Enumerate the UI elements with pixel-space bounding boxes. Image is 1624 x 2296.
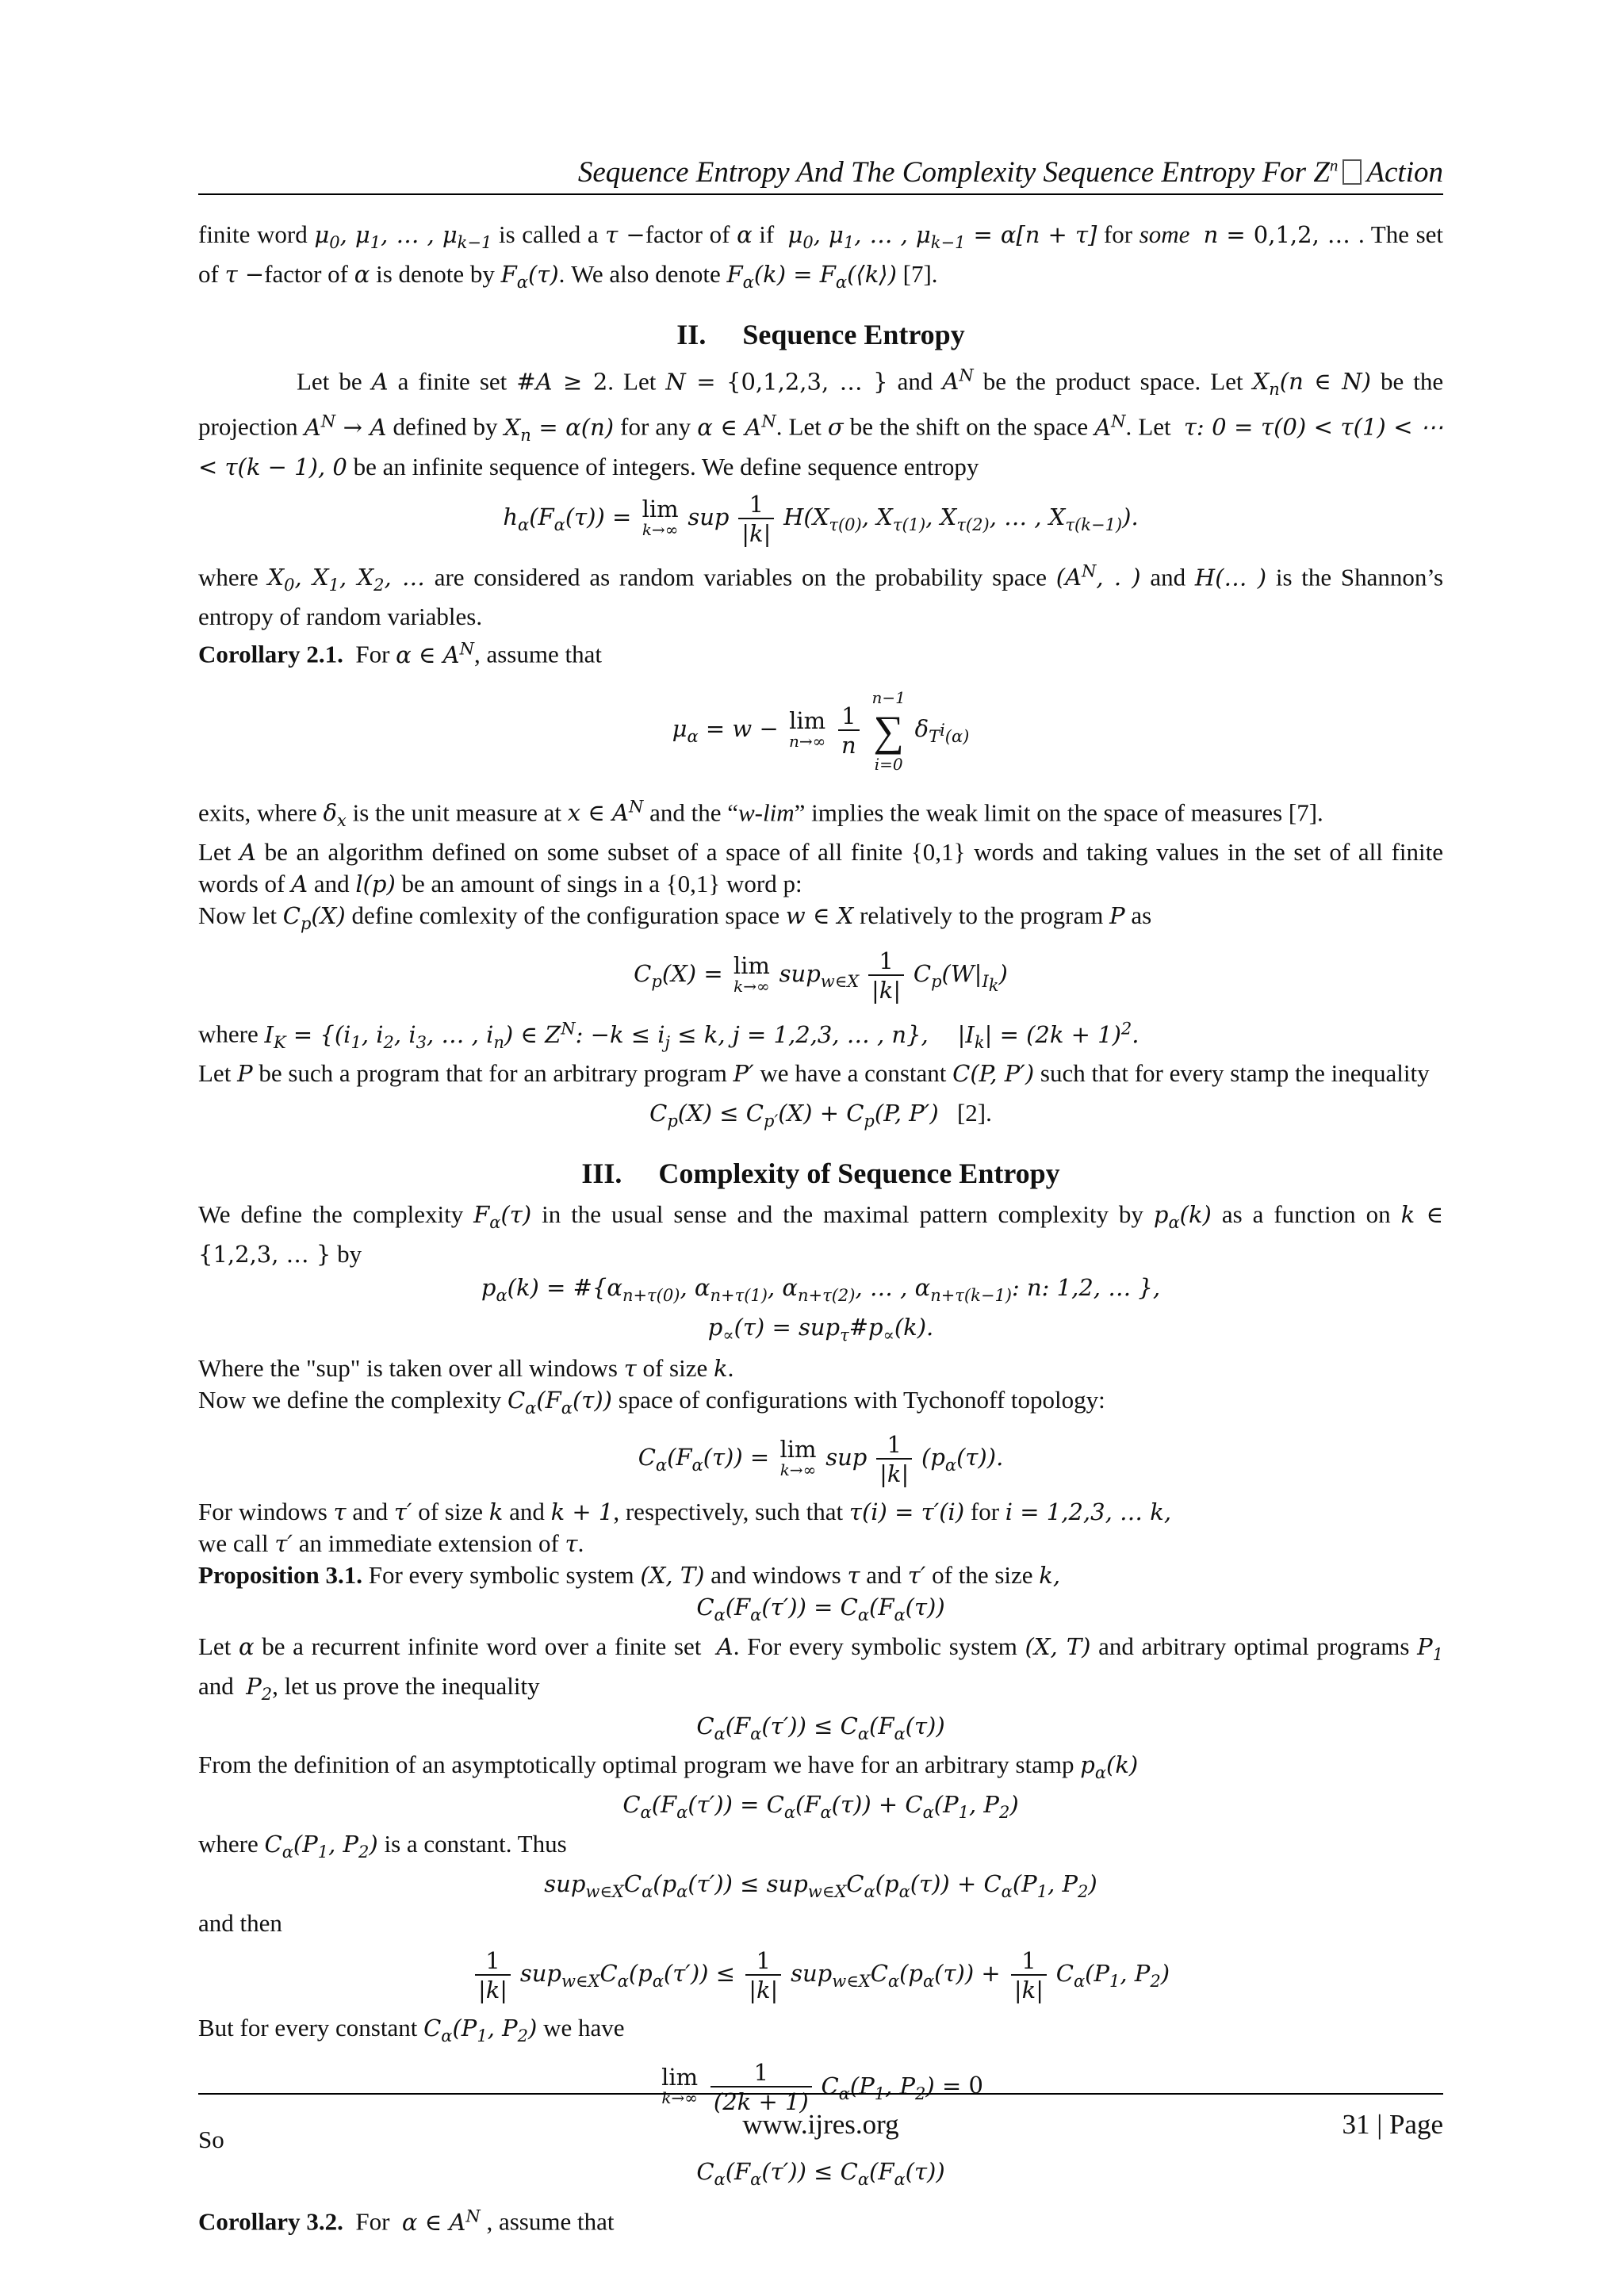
but-paragraph: But for every constant $C_\alpha(P_1$, $P_2$) we have: [198, 2013, 625, 2045]
intro-paragraph: finite word $\mu_0$, $\mu_1$, … , $\mu_{k-1}$ is called a τ −factor of α if $\mu_0$, $\mu_1$, … , $\mu_{k-1} = \alpha[n + \tau]$ for some n = 0,1,2, … . The set of τ −factor of α is denote by $F_\alpha(\tau)$. We also denote $F_\alpha(k)$ = $F_\alpha(⟨k⟩)$ [7].: [198, 220, 1444, 292]
complexity-definition-paragraph: Now let $C_p(X)$ define comlexity of the configuration space w ∈ X relatively to the program P as: [198, 901, 1152, 933]
equation-constant-sum: $C_\alpha(F_\alpha(\tau')) = C_\alpha(F_\alpha(\tau)) + C_\alpha(P_1$, $P_2$): [622, 1791, 1019, 1823]
running-title: Sequence Entropy And The Complexity Sequence Entropy For $Z^n$ Action: [577, 155, 1443, 189]
section-2-heading: II. Sequence Entropy: [676, 318, 965, 350]
sup-note: Where the "sup" is taken over all windows τ of size k.: [198, 1353, 734, 1382]
corollary-3-2: Corollary 3.2. For α ∈ $A^N$ , assume that: [198, 2206, 615, 2236]
where-ik-paragraph: where $I_K = \{(i_1$, $i_2$, $i_3$, … , $i_n$) ∈ $Z^N$: $-k \le i_j \le k$, j = 1,2,3, … , n}, $|I_k| = (2k + 1)^2$.: [198, 1018, 1139, 1052]
exits-paragraph: exits, where $\delta_x$ is the unit measure at x ∈ $A^N$ and the “w-lim” implies the weak limit on the space of measures [7].: [198, 797, 1323, 831]
proposition-3-1: Proposition 3.1. For every symbolic system (X, T) and windows τ and τ′ of the size k,: [198, 1561, 1061, 1590]
so: So: [198, 2126, 224, 2154]
paper-page: [198, 0, 1443, 2296]
program-paragraph: Let P be such a program that for an arbitrary program P′ we have a constant C(P, P′) such that for every stamp the inequality: [198, 1059, 1430, 1088]
equation-prop-equality: $C_\alpha(F_\alpha(\tau')) = C_\alpha(F_\alpha(\tau))$: [696, 1594, 945, 1625]
and-then: and then: [198, 1908, 282, 1937]
equation-maximal-pattern: $p_\propto(\tau)$ = $sup_\tau\#p_\propto(k)$.: [707, 1313, 934, 1345]
equation-conclusion: $C_\alpha(F_\alpha(\tau')) \le C_\alpha(F_\alpha(\tau))$: [696, 2158, 945, 2190]
header-rule: [198, 193, 1443, 195]
immediate-extension: we call τ′ an immediate extension of τ.: [198, 1529, 584, 1558]
windows-paragraph: For windows τ and τ′ of size k and k + 1, respectively, such that τ(i) = τ′(i) for i = 1,2,3, … k,: [198, 1498, 1172, 1526]
equation-weak-limit: $\mu_\alpha = w$ − lim n→∞ $\frac{1}{n}$ n−1 ∑ i=0 $\delta_{T^i(\alpha)}$: [672, 687, 970, 774]
equation-pattern-complexity: $p_\alpha(k)$ = $\#\{\alpha_{n+\tau(0)}$, $\alpha_{n+\tau(1)}$, $\alpha_{n+\tau(2)}$, … , $\alpha_{n+\tau(k-1)}$: n: 1,2, … },: [481, 1273, 1161, 1305]
complexity-space-paragraph: Now we define the complexity $C_\alpha(F_\alpha(\tau))$ space of configurations with Tychonoff topology:: [198, 1385, 1105, 1418]
equation-configuration-complexity: $C_p(X)$ = lim k→∞ sup$_{w\in X}$ $\frac{1}{|k|}$ $C_p(W|_{I_k})$: [634, 947, 1008, 1004]
equation-complexity-limit: $C_\alpha(F_\alpha(\tau))$ = lim k→∞ sup $\frac{1}{|k|}$ $(p_\alpha(\tau))$.: [638, 1431, 1004, 1488]
recurrent-paragraph: Let α be a recurrent infinite word over a finite set A. For every symbolic system (X, T) and arbitrary optimal programs $P_1$ and $P_2$, let us prove the inequality: [198, 1632, 1444, 1704]
page-number: 31 | Page: [1342, 2109, 1443, 2140]
optimal-program-paragraph: From the definition of an asymptotically optimal program we have for an arbitrary stamp $p_\alpha(k)$: [198, 1751, 1139, 1783]
section-3-paragraph: We define the complexity $F_\alpha(\tau)$ in the usual sense and the maximal pattern complexity by $p_\alpha(k)$ as a function on k ∈ {1,2,3, … } by: [198, 1200, 1444, 1268]
equation-inequality-1: $C_\alpha(F_\alpha(\tau')) \le C_\alpha(F_\alpha(\tau))$: [696, 1712, 945, 1743]
equation-scaled-inequality: $\frac{1}{|k|}$ $sup_{w\in X}C_\alpha(p_\alpha(\tau'))$ ≤ $\frac{1}{|k|}$ $sup_{w\in X}C_\alpha(p_\alpha(\tau))$ + $\frac{1}{|k|}$ $C_\alpha(P_1$, $P_2$): [198, 1947, 1443, 2004]
equation-sequence-entropy: $h_\alpha(F_\alpha(\tau))$ = lim k→∞ sup $\frac{1}{|k|}$ $H(X_{\tau(0)}$, $X_{\tau(1)}$, $X_{\tau(2)}$, … , $X_{\tau(k-1)}$).: [503, 490, 1139, 547]
equation-program-inequality: $C_p(X) \le C_{p'}(X) + C_p(P$, P′) [2].: [649, 1099, 992, 1131]
equation-limit-zero: lim k→∞ $\frac{1}{(2k + 1)}$ $C_\alpha(P_1$, $P_2) = 0$: [661, 2059, 983, 2116]
algorithm-paragraph: Let A be an algorithm defined on some subset of a space of all finite {0,1} words and taking values in the set of all finite words of A and l(p) be an amount of sings in a {0,1} word p:: [198, 838, 1444, 898]
section-3-heading: III. Complexity of Sequence Entropy: [581, 1158, 1060, 1190]
constant-paragraph: where $C_\alpha(P_1$, $P_2$) is a constant. Thus: [198, 1830, 567, 1862]
journal-site: www.ijres.org: [742, 2109, 899, 2140]
where-paragraph: where $X_0$, $X_1$, $X_2$, … are considered as random variables on the probability space ($A^N$, . ) and H(… ) is the Shannon’s entropy of random variables.: [198, 561, 1444, 630]
footer-rule: [198, 2093, 1443, 2095]
section-2-paragraph: Let be A a finite set #A ≥ 2. Let N = {0,1,2,3, … } and $A^N$ be the product space. Let $X_n(n$ ∈ N) be the projection $A^N \to A$ defined by $X_n = \alpha(n)$ for any α ∈ $A^N$. Let σ be the shift on the space $A^N$. Let τ: 0 = τ(0) < τ(1) < ⋯ < τ(k − 1), 0 be an infinite sequence of integers. We define sequence entropy: [198, 365, 1444, 480]
missing-glyph-icon: [1342, 159, 1362, 185]
equation-sup-inequality: $sup_{w\in X}C_\alpha(p_\alpha(\tau')) \le sup_{w\in X}C_\alpha(p_\alpha(\tau)) + C_\alpha(P_1$, $P_2$): [544, 1869, 1097, 1901]
paper-body: [198, 219, 1443, 2238]
corollary-2-1: Corollary 2.1. For α ∈ $A^N$, assume that: [198, 638, 602, 668]
